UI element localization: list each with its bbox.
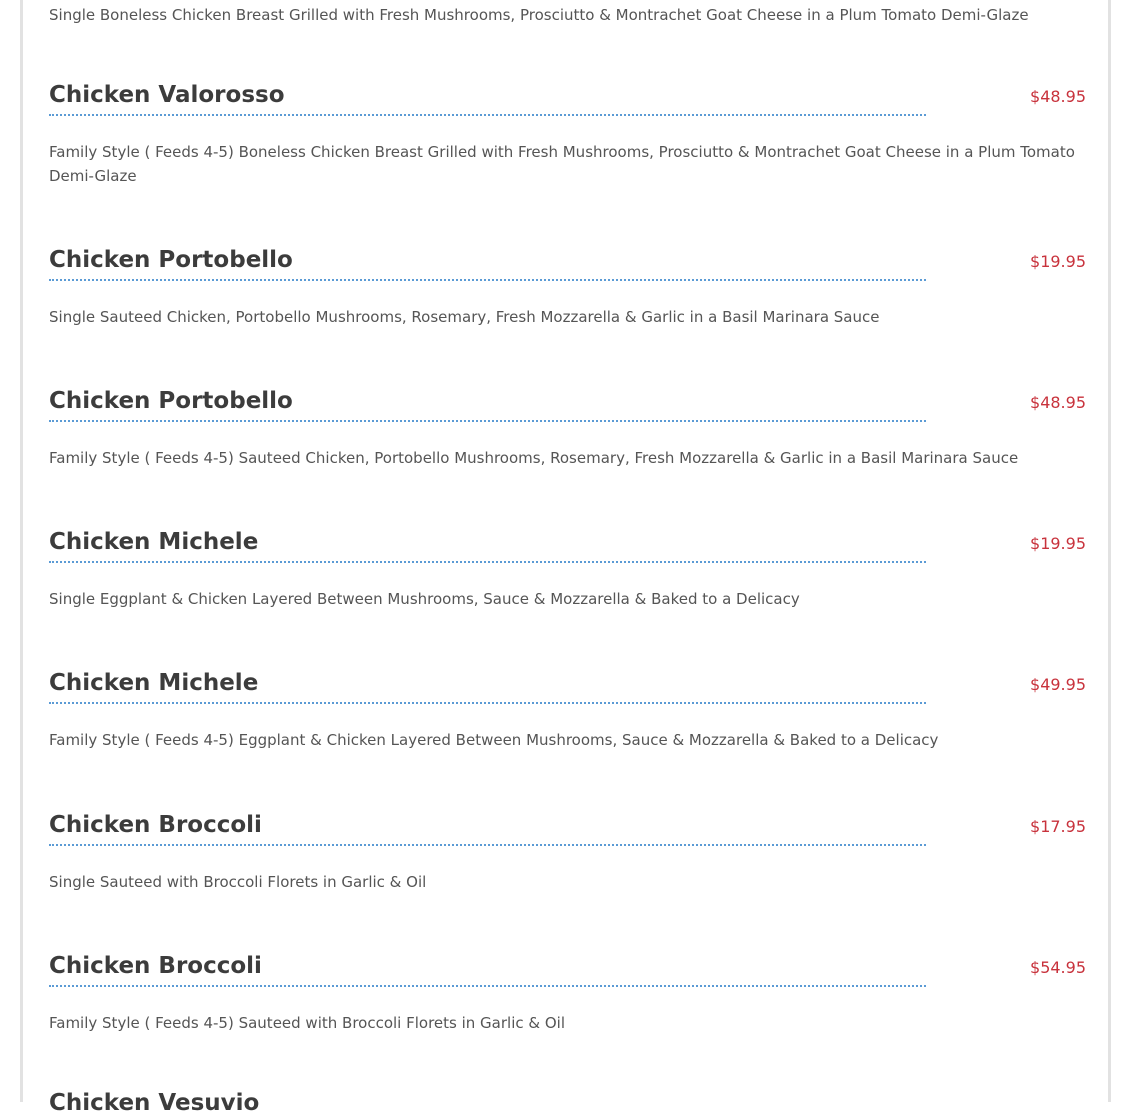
menu-item[interactable] [49, 810, 1089, 894]
dotted-divider [49, 844, 926, 846]
menu-item-name-partial[interactable]: Chicken Vesuvio [49, 1090, 260, 1116]
dotted-divider [49, 702, 926, 704]
menu-item-header [49, 80, 1089, 120]
menu-item-header [49, 245, 1089, 285]
menu-item-name[interactable]: Chicken Portobello [49, 247, 293, 273]
menu-item-price: $19.95 [1030, 252, 1086, 271]
menu-panel [20, 0, 1111, 1116]
menu-item[interactable] [49, 80, 1089, 188]
menu-item[interactable] [49, 951, 1089, 1035]
menu-item[interactable] [49, 668, 1089, 752]
menu-item-header [49, 951, 1089, 991]
dotted-divider [49, 114, 926, 116]
menu-item-name[interactable]: Chicken Broccoli [49, 812, 262, 838]
menu-item-name[interactable]: Chicken Michele [49, 529, 259, 555]
dotted-divider [49, 279, 926, 281]
menu-item-price: $49.95 [1030, 675, 1086, 694]
menu-item-description: Family Style ( Feeds 4-5) Eggplant & Chicken Layered Between Mushrooms, Sauce & Mozzarella & Baked to a Delicacy [49, 731, 939, 749]
menu-item-price: $48.95 [1030, 393, 1086, 412]
menu-item[interactable] [49, 245, 1089, 329]
menu-item-price: $48.95 [1030, 87, 1086, 106]
menu-item-header [49, 668, 1089, 708]
menu-item-name[interactable]: Chicken Valorosso [49, 82, 285, 108]
menu-item-description: Single Sauteed with Broccoli Florets in Garlic & Oil [49, 873, 427, 891]
dotted-divider [49, 561, 926, 563]
menu-item-price: $19.95 [1030, 534, 1086, 553]
menu-item-description: Single Sauteed Chicken, Portobello Mushrooms, Rosemary, Fresh Mozzarella & Garlic in a Basil Marinara Sauce [49, 308, 880, 326]
menu-item-description: Family Style ( Feeds 4-5) Sauteed Chicken, Portobello Mushrooms, Rosemary, Fresh Mozzarella & Garlic in a Basil Marinara Sauce [49, 449, 1019, 467]
menu-item[interactable] [49, 386, 1089, 470]
dotted-divider [49, 985, 926, 987]
menu-item-header [49, 527, 1089, 567]
menu-item-price: $17.95 [1030, 817, 1086, 836]
menu-item-description: Single Boneless Chicken Breast Grilled with Fresh Mushrooms, Prosciutto & Montrachet Goat Cheese in a Plum Tomato Demi-Glaze [49, 6, 1029, 24]
menu-item-header [49, 386, 1089, 426]
menu-item-description: Family Style ( Feeds 4-5) Sauteed with Broccoli Florets in Garlic & Oil [49, 1014, 565, 1032]
menu-item-price: $54.95 [1030, 958, 1086, 977]
menu-item-name[interactable]: Chicken Broccoli [49, 953, 262, 979]
menu-item-description: Single Eggplant & Chicken Layered Between Mushrooms, Sauce & Mozzarella & Baked to a Delicacy [49, 590, 800, 608]
menu-item[interactable] [49, 527, 1089, 611]
menu-item-name[interactable]: Chicken Portobello [49, 388, 293, 414]
dotted-divider [49, 420, 926, 422]
menu-item-name[interactable]: Chicken Michele [49, 670, 259, 696]
menu-item-header [49, 810, 1089, 850]
menu-item-description: Family Style ( Feeds 4-5) Boneless Chicken Breast Grilled with Fresh Mushrooms, Prosciutto & Montrachet Goat Cheese in a Plum Tomato Demi-Glaze [49, 143, 1075, 185]
